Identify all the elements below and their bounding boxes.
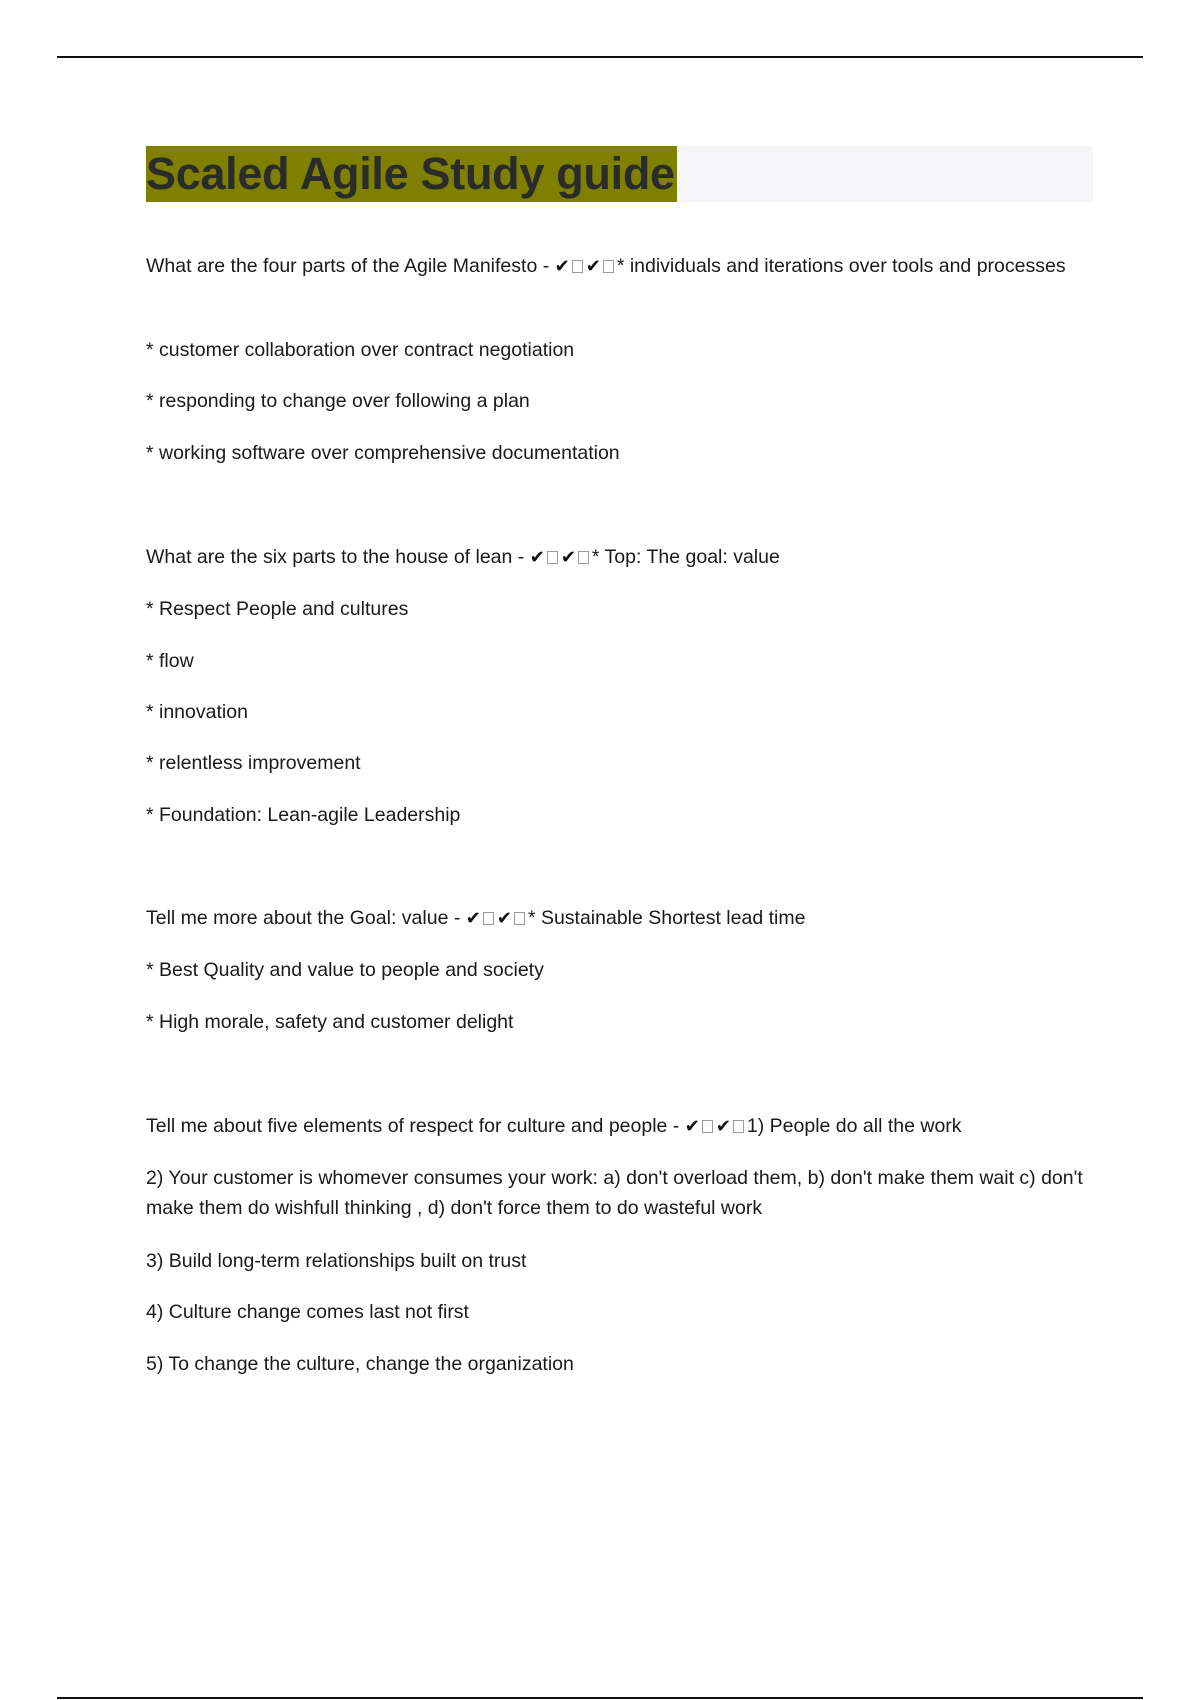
check-icon: ✔ xyxy=(496,908,512,929)
box-icon xyxy=(733,1120,744,1133)
list-item: * working software over comprehensive documentation xyxy=(146,442,620,464)
check-icon: ✔ xyxy=(554,256,570,277)
list-item: * Best Quality and value to people and society xyxy=(146,959,544,981)
question-house-of-lean xyxy=(146,542,1096,573)
question-goal-value xyxy=(146,903,1096,934)
box-icon xyxy=(514,912,525,925)
top-rule xyxy=(57,56,1143,58)
list-item: 4) Culture change comes last not first xyxy=(146,1301,469,1323)
list-item: * Foundation: Lean-agile Leadership xyxy=(146,804,461,826)
check-icon: ✔ xyxy=(465,908,481,929)
list-item: * customer collaboration over contract negotiation xyxy=(146,339,575,361)
answer-text: 1) People do all the work xyxy=(746,1115,962,1137)
box-icon xyxy=(578,551,589,564)
list-item: * High morale, safety and customer delight xyxy=(146,1011,514,1033)
check-icon: ✔ xyxy=(715,1116,731,1137)
box-icon xyxy=(603,260,614,273)
box-icon xyxy=(483,912,494,925)
list-item: 5) To change the culture, change the organization xyxy=(146,1353,574,1375)
bottom-rule xyxy=(57,1697,1143,1699)
box-icon xyxy=(547,551,558,564)
box-icon xyxy=(702,1120,713,1133)
answer-text: * Top: The goal: value xyxy=(591,546,780,568)
check-icon: ✔ xyxy=(585,256,601,277)
list-item: 3) Build long-term relationships built on trust xyxy=(146,1250,527,1272)
box-icon xyxy=(572,260,583,273)
question-text: Tell me more about the Goal: value - xyxy=(146,907,466,929)
question-text: What are the six parts to the house of lean - xyxy=(146,546,530,568)
question-text: Tell me about five elements of respect for culture and people - xyxy=(146,1115,685,1137)
question-text: What are the four parts of the Agile Manifesto - xyxy=(146,255,555,277)
page-title: Scaled Agile Study guide xyxy=(146,146,677,202)
check-icon: ✔ xyxy=(529,547,545,568)
list-item: * relentless improvement xyxy=(146,752,361,774)
list-item: * flow xyxy=(146,650,194,672)
question-agile-manifesto xyxy=(146,251,1096,282)
list-item: * innovation xyxy=(146,701,248,723)
check-icon: ✔ xyxy=(684,1116,700,1137)
list-item: * responding to change over following a plan xyxy=(146,390,530,412)
answer-text: * Sustainable Shortest lead time xyxy=(527,907,806,929)
check-icon: ✔ xyxy=(560,547,576,568)
list-item: 2) Your customer is whomever consumes your work: a) don't overload them, b) don't make them wait c) don't make them do wishfull thinking , d) don't force them to do wasteful work xyxy=(146,1167,1083,1219)
answer-text: * individuals and iterations over tools and processes xyxy=(616,255,1066,277)
question-respect-culture xyxy=(146,1111,1096,1142)
list-item: * Respect People and cultures xyxy=(146,598,409,620)
